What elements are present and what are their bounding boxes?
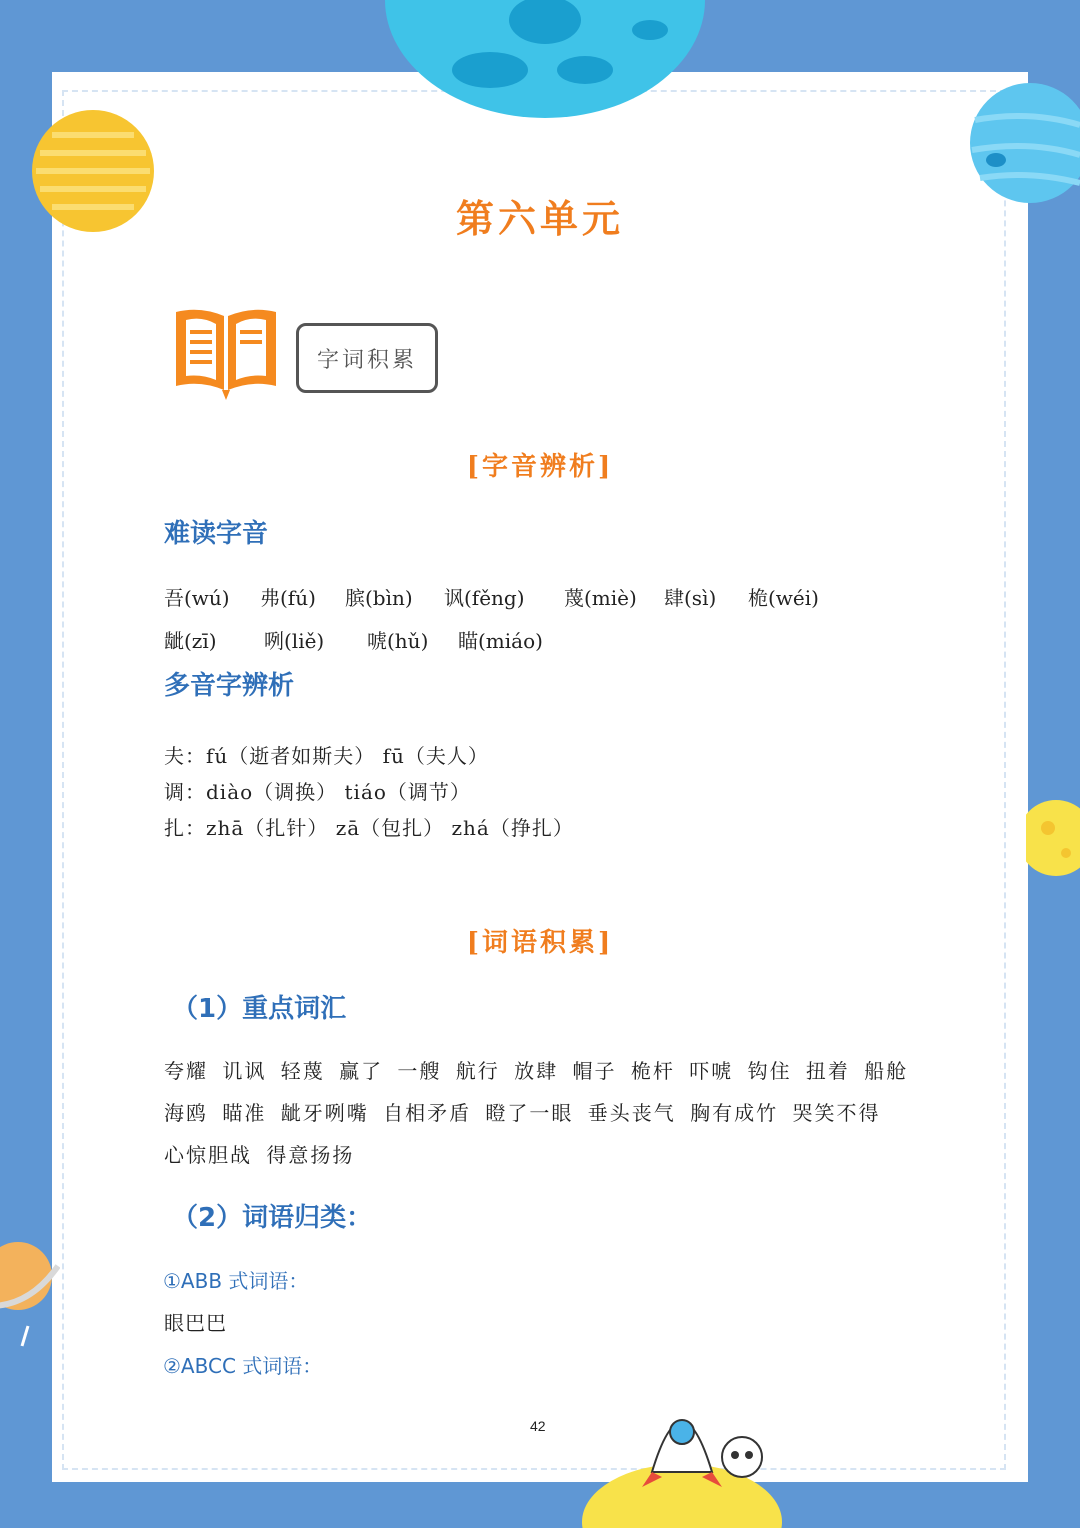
- yellow-moon-icon: [1026, 798, 1080, 878]
- page-number: 42: [530, 1418, 546, 1434]
- page-title: 第六单元: [455, 196, 624, 241]
- key-words-list: 夸耀 讥讽 轻蔑 赢了 一艘 航行 放肆 帽子 桅杆 吓唬 钩住 扭着 船舱 海鸥 瞄准 龇牙咧嘴 自相矛盾 瞪了一眼 垂头丧气 胸有成竹 哭笑不得 心惊胆战 得意扬扬: [164, 1059, 909, 1167]
- pinyin-item: 弗(fú): [260, 586, 316, 610]
- polyphone-heading: 多音字辨析: [164, 671, 295, 701]
- pinyin-item: 膑(bìn): [345, 586, 413, 610]
- abb-label: ①ABB 式词语：: [163, 1269, 309, 1293]
- pinyin-item: 唬(hǔ): [367, 629, 429, 653]
- book-icon: [172, 306, 280, 402]
- pinyin-item: 龇(zī): [164, 629, 217, 653]
- pinyin-item: 瞄(miáo): [458, 629, 543, 653]
- pronunciation-section-title: [字音辨析]: [466, 452, 614, 482]
- pinyin-item: 吾(wú): [164, 586, 230, 610]
- section-tag: 字词积累: [296, 323, 438, 393]
- rocket-moon-illustration-icon: [582, 1362, 782, 1528]
- key-words-heading: （1）重点词汇: [172, 994, 347, 1024]
- pinyin-item: 桅(wéi): [748, 586, 819, 610]
- polyphone-line: 夫：fú（逝者如斯夫） fū（夫人）: [164, 744, 489, 768]
- pinyin-item: 咧(liě): [264, 629, 325, 653]
- abb-words: 眼巴巴: [164, 1311, 227, 1335]
- pinyin-item: 蔑(miè): [564, 586, 637, 610]
- pinyin-item: 肆(sì): [664, 586, 717, 610]
- top-planet-icon: [380, 0, 710, 120]
- ringed-planet-icon: [0, 1236, 60, 1356]
- polyphone-line: 调：diào（调换） tiáo（调节）: [164, 780, 471, 804]
- polyphone-line: 扎：zhā（扎针） zā（包扎） zhá（挣扎）: [164, 816, 574, 840]
- hard-reading-heading: 难读字音: [164, 519, 269, 549]
- pinyin-item: 讽(fěng): [444, 586, 525, 610]
- vocabulary-section-title: [词语积累]: [466, 928, 614, 958]
- abcc-label: ②ABCC 式词语：: [163, 1354, 323, 1378]
- categories-heading: （2）词语归类：: [172, 1203, 373, 1233]
